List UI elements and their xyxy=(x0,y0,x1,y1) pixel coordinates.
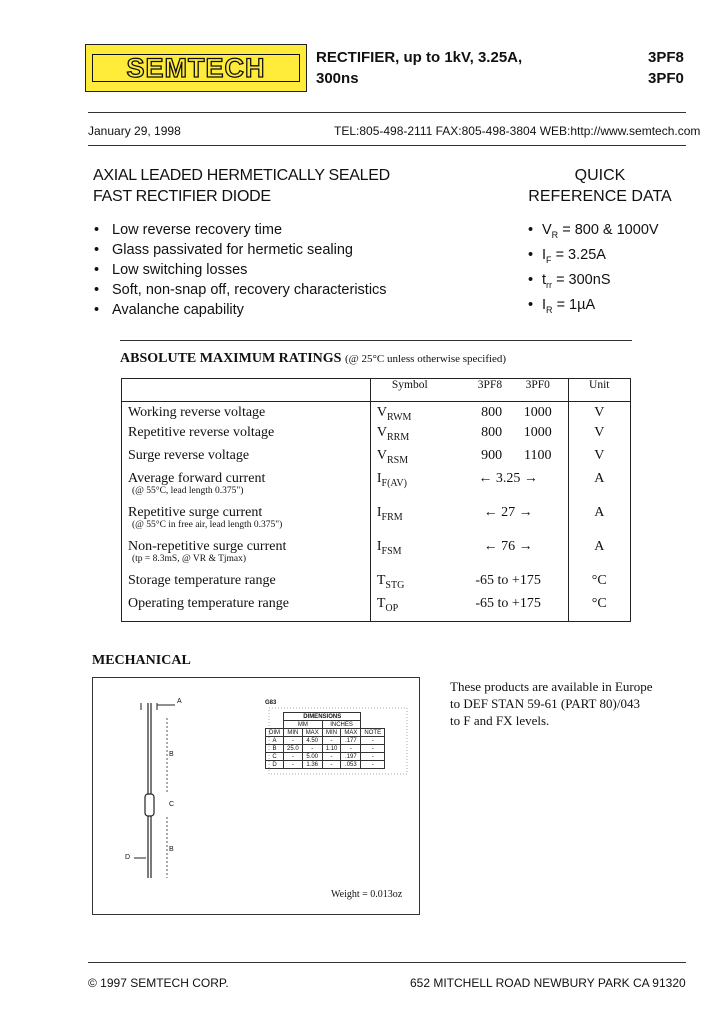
dim-label-d: D xyxy=(125,854,131,861)
package-code: G83 xyxy=(265,700,277,706)
table-row: C - 5.00 - .197 - xyxy=(266,753,385,761)
contact-info: TEL:805-498-2111 FAX:805-498-3804 WEB:http://www.semtech.com xyxy=(334,124,701,138)
part-numbers xyxy=(648,47,684,89)
table-header: DIMENSIONS xyxy=(266,713,385,721)
title-line-2: 300ns xyxy=(316,70,359,87)
table-row: Non-repetitive surge current (tp = 8.3mS, @ VR & Tjmax) $I_{FSM}$ ← 76 → A xyxy=(122,539,631,573)
feature-list xyxy=(94,220,387,320)
table-row: A - 4.50 - .177 - xyxy=(266,737,385,745)
dim-label-b2: B xyxy=(169,846,174,853)
device-heading xyxy=(93,165,390,207)
heading-line-1: AXIAL LEADED HERMETICALLY SEALED xyxy=(93,167,390,184)
table-row: Repetitive surge current (@ 55°C in free air, lead length 0.375") $I_{FRM}$ ← 27 → A xyxy=(122,505,631,539)
quick-title-line-2: REFERENCE DATA xyxy=(528,188,672,205)
heading-line-2: FAST RECTIFIER DIODE xyxy=(93,188,271,205)
table-row: Average forward current (@ 55°C, lead length 0.375") $I_{F(AV)}$ ← 3.25 → A xyxy=(122,471,631,505)
dim-label-a: A xyxy=(177,698,182,705)
list-item: • Low switching losses xyxy=(94,262,248,278)
footer-rule xyxy=(88,962,686,963)
table-row: D - 1.36 - .053 - xyxy=(266,761,385,769)
list-item: • Low reverse recovery time xyxy=(94,222,283,238)
company-address: 652 MITCHELL ROAD NEWBURY PARK CA 91320 xyxy=(410,976,686,990)
weight-label: Weight = 0.013oz xyxy=(331,889,403,900)
list-item: • $I_F = 3.25A$ xyxy=(528,246,606,265)
table-header: MM INCHES xyxy=(266,721,385,729)
list-item: • $t_{rr} = 300nS$ xyxy=(528,271,611,290)
part-number-2: 3PF0 xyxy=(648,70,684,87)
col-unit: Unit xyxy=(568,379,631,402)
list-item: • Glass passivated for hermetic sealing xyxy=(94,242,353,258)
table-row: Working reverse voltage $V_{RWM}$ 800 1000 V xyxy=(122,402,631,425)
availability-note: These products are available in Europe to DEF STAN 59-61 (PART 80)/043 to F and FX levels. xyxy=(450,679,653,728)
col-3pf0: 3PF0 xyxy=(508,379,568,402)
table-row: Operating temperature range $T_{OP}$ -65 to +175 °C xyxy=(122,596,631,622)
col-3pf8: 3PF8 xyxy=(449,379,508,402)
section-rule xyxy=(120,340,632,341)
ratings-title: ABSOLUTE MAXIMUM RATINGS (@ 25°C unless otherwise specified) xyxy=(120,351,507,366)
table-header: DIM MIN MAX MIN MAX NOTE xyxy=(266,729,385,737)
semtech-logo xyxy=(85,44,307,92)
dim-label-b: B xyxy=(169,751,174,758)
quick-reference-list xyxy=(528,220,659,320)
list-item: • $I_R = 1\mu A$ xyxy=(528,296,596,315)
dimensions-table xyxy=(265,712,385,769)
list-item: • Avalanche capability xyxy=(94,302,244,318)
logo-text: SEMTECH xyxy=(126,53,266,83)
table-row: Surge reverse voltage $V_{RSM}$ 900 1100 V xyxy=(122,448,631,471)
table-row: Storage temperature range $T_{STG}$ -65 to +175 °C xyxy=(122,573,631,596)
copyright: © 1997 SEMTECH CORP. xyxy=(88,976,229,990)
col-symbol: Symbol xyxy=(370,379,448,402)
dim-label-c: C xyxy=(169,801,175,808)
quick-reference-title xyxy=(520,165,680,207)
meta-rule xyxy=(88,145,686,146)
table-row: B 25.0 - 1.10 - - xyxy=(266,745,385,753)
list-item: • Soft, non-snap off, recovery characteristics xyxy=(94,282,387,298)
table-header xyxy=(122,379,631,402)
mechanical-title: MECHANICAL xyxy=(92,653,191,668)
quick-title-line-1: QUICK xyxy=(574,167,626,184)
product-title xyxy=(316,47,522,89)
part-number-1: 3PF8 xyxy=(648,49,684,66)
ratings-condition: (@ 25°C unless otherwise specified) xyxy=(344,353,507,365)
title-line-1: RECTIFIER, up to 1kV, 3.25A, xyxy=(316,49,523,66)
ratings-table xyxy=(121,378,631,622)
list-item: • $V_R = 800$ & 1000V xyxy=(528,222,659,240)
table-row: Repetitive reverse voltage $V_{RRM}$ 800 1000 V xyxy=(122,425,631,448)
header-rule xyxy=(88,112,686,113)
document-date: January 29, 1998 xyxy=(88,124,181,138)
